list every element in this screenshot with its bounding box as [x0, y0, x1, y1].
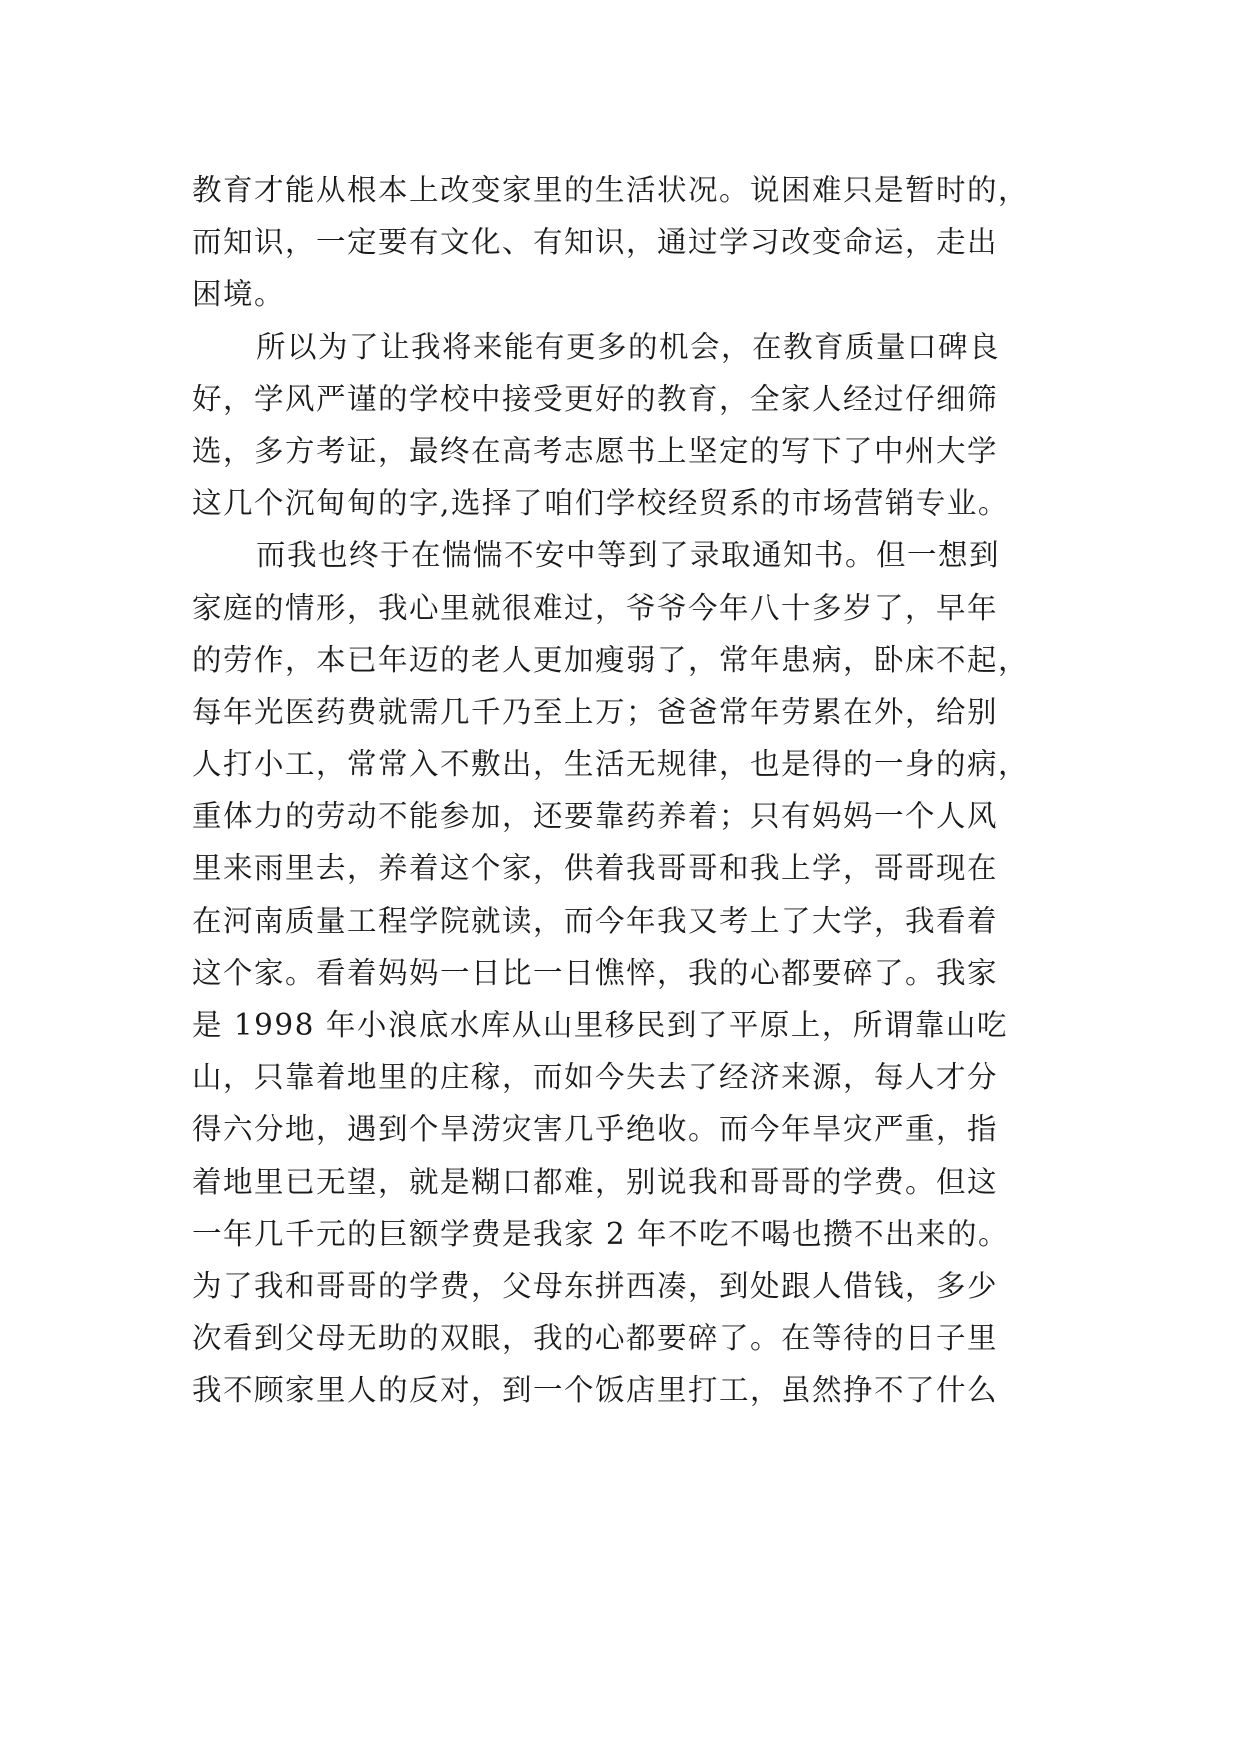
text-line: 教育才能从根本上改变家里的生活状况。说困难只是暂时的，: [192, 173, 1030, 207]
text-line: 为了我和哥哥的学费，父母东拼西凑，到处跟人借钱，多少: [192, 1268, 999, 1303]
text-line: 好，学风严谨的学校中接受更好的教育，全家人经过仔细筛: [192, 381, 999, 416]
text-line: 每年光医药费就需几千乃至上万；爸爸常年劳累在外，给别: [192, 694, 999, 729]
text-line: 一年几千元的巨额学费是我家 2 年不吃不喝也攒不出来的。: [192, 1216, 1010, 1251]
text-line: 重体力的劳动不能参加，还要靠药养着；只有妈妈一个人风: [192, 799, 999, 834]
text-line: 而我也终于在惴惴不安中等到了录取通知书。但一想到: [256, 538, 1001, 573]
text-line: 得六分地，遇到个旱涝灾害几乎绝收。而今年旱灾严重，指: [192, 1112, 999, 1147]
text-line: 我不顾家里人的反对，到一个饭店里打工，虽然挣不了什么: [192, 1373, 999, 1408]
text-line: 这个家。看着妈妈一日比一日憔悴，我的心都要碎了。我家: [192, 955, 999, 990]
text-line: 这几个沉甸甸的字,选择了咱们学校经贸系的市场营销专业。: [192, 486, 1009, 521]
paragraph-2: [192, 321, 1052, 530]
text-line: 困境。: [192, 277, 286, 312]
paragraph-3: [192, 529, 1052, 1416]
paragraph-1: [192, 164, 1052, 321]
text-line: 家庭的情形，我心里就很难过，爷爷今年八十多岁了，早年: [192, 590, 999, 625]
text-line: 里来雨里去，养着这个家，供着我哥哥和我上学，哥哥现在: [192, 851, 999, 886]
text-line: 所以为了让我将来能有更多的机会，在教育质量口碑良: [256, 329, 1001, 364]
text-line: 着地里已无望，就是糊口都难，别说我和哥哥的学费。但这: [192, 1164, 999, 1199]
document-body: [192, 164, 1052, 1417]
text-line: 次看到父母无助的双眼，我的心都要碎了。在等待的日子里: [192, 1321, 999, 1356]
text-line: 的劳作，本已年迈的老人更加瘦弱了，常年患病，卧床不起，: [192, 642, 1030, 677]
text-line: 山，只靠着地里的庄稼，而如今失去了经济来源，每人才分: [192, 1060, 999, 1095]
text-line: 而知识，一定要有文化、有知识，通过学习改变命运，走出: [192, 225, 999, 260]
text-line: 人打小工，常常入不敷出，生活无规律，也是得的一身的病，: [192, 747, 1030, 782]
text-line: 在河南质量工程学院就读，而今年我又考上了大学，我看着: [192, 903, 999, 938]
text-line: 选，多方考证，最终在高考志愿书上坚定的写下了中州大学: [192, 433, 999, 468]
text-line: 是 1998 年小浪底水库从山里移民到了平原上，所谓靠山吃: [192, 1008, 1008, 1042]
